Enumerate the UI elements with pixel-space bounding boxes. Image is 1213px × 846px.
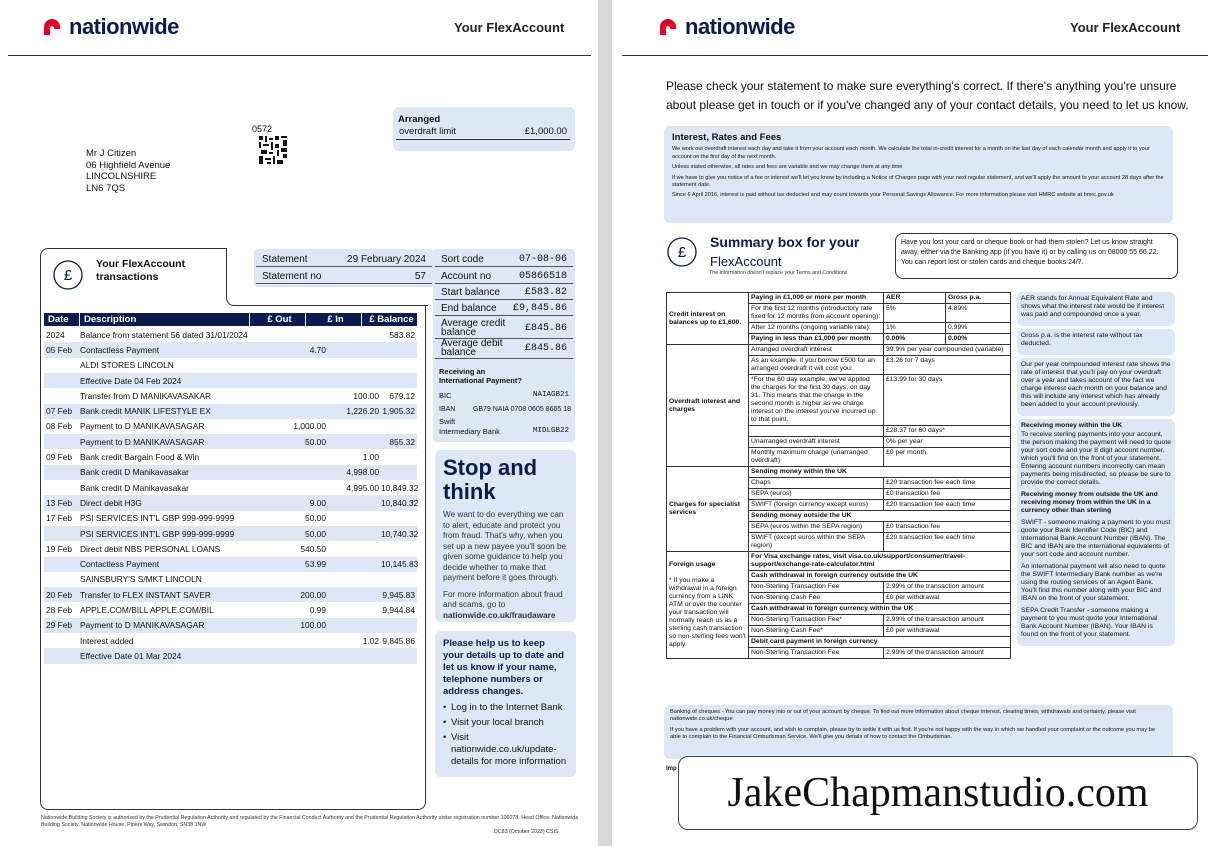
receiving-money-note (1017, 419, 1175, 646)
table-cell: SWIFT (except euros within the SEPA region) (749, 533, 884, 552)
table-row (44, 495, 417, 510)
table-cell: Bank credit Bargain Food & Win (80, 452, 200, 463)
table-cell: 2.99% of the transaction amount (884, 648, 1011, 659)
account-row (435, 302, 573, 316)
arranged-title: Arranged (398, 114, 441, 125)
table-row (44, 633, 417, 648)
table-cell: 0.99 (309, 605, 326, 616)
table-cell: 583.82 (389, 329, 415, 340)
table-cell: £20 transaction fee each time (884, 478, 1011, 489)
table-cell: PSI SERVICES INT'L GBP 999-999-9999 (80, 528, 235, 539)
account-label: Start balance (441, 287, 500, 298)
table-cell: £20 transaction fee each time (884, 500, 1011, 511)
nationwide-logo (42, 14, 179, 40)
table-subheader: Sending money outside the UK (749, 511, 1011, 522)
table-cell: 4,995.00 (346, 482, 379, 493)
statement-page-1 (0, 0, 598, 846)
nationwide-logo-icon (42, 17, 64, 37)
bic-value: NAIAGB21 (532, 391, 569, 399)
table-row (44, 541, 417, 556)
header-divider (622, 55, 1208, 56)
table-cell: 53.99 (305, 559, 326, 570)
summary-table (666, 292, 1011, 659)
table-cell: Contactless Payment (80, 344, 160, 355)
table-row (44, 587, 417, 602)
table-cell: Bank credit MANIK LIFESTYLE EX (80, 406, 211, 417)
side-text: To receive sterling payments into your account, the person making the payment will need to quote your sort code and your 8 digit account number, which you'll find on the front of your statement. Entering account numbers incorrectly can mean payments being misdirected, so please be sure to provide the correct details. (1021, 431, 1172, 486)
account-value: 05866518 (518, 271, 567, 282)
iban-label: IBAN (439, 406, 456, 413)
table-cell: Transfer from D MANIKAVASAKAR (80, 390, 212, 401)
address-line: LINCOLNSHIRE (86, 171, 157, 182)
lost-card-box: Have you lost your card or cheque book or had them stolen? Let us know straight away, either via the Banking app (if you have it) or by calling us on 08000 55 66 22. You can report lost or stolen cards and cheque books 24/7. (895, 233, 1178, 279)
table-subheader: Debit card payment in foreign currency (749, 637, 1011, 648)
table-cell: £0 per withdrawal (884, 626, 1011, 637)
table-cell: PSI SERVICES INT'L GBP 999-999-9999 (80, 513, 235, 524)
stop-more (443, 590, 568, 622)
bic-row (439, 391, 569, 400)
table-cell: £0 per withdrawal (884, 593, 1011, 604)
table-cell: 0% per year (884, 437, 1011, 448)
statement-no-label: Statement no (262, 271, 322, 282)
table-cell: 10,145.83 (381, 559, 419, 570)
brand-name: nationwide (69, 14, 179, 39)
complaints-text: If you have a problem with your account, and wish to complain, please try to settle it with us first. If you're not happy with the way in which we handled your complaint or the outcome you may be able to complain to the Financial Ombudsman Service. We'll give you details of how to contact the Ombudsman. (670, 727, 1156, 740)
account-label: Sort code (441, 254, 484, 265)
pound-icon (666, 236, 698, 268)
table-cell: 07 Feb (46, 406, 73, 417)
table-subheader: For Visa exchange rates, visit visa.co.uk/support/consumer/travel-support/exchange-rate-calculator.html (749, 552, 1011, 571)
section-label (667, 552, 749, 659)
mail-code: 0572 (252, 124, 273, 134)
aer-note (1017, 292, 1175, 326)
section-label: Charges for specialist services (667, 467, 749, 552)
col-header: £ Out (250, 313, 306, 326)
table-cell: Contactless Payment (80, 559, 160, 570)
help-item: • Log in to the Internet Bank (443, 702, 568, 714)
table-cell: Arranged overdraft interest (749, 345, 884, 356)
table-cell: 09 Feb (46, 452, 73, 463)
table-cell: Bank credit D Manikavasakar (80, 482, 189, 493)
table-cell: Transfer to FLEX INSTANT SAVER (80, 589, 211, 600)
table-cell: £0 per month (884, 448, 1011, 467)
pound-icon (52, 259, 84, 291)
table-cell: 2.99% of the transaction amount (884, 615, 1011, 626)
table-cell: 0.00% (946, 334, 1011, 345)
recipient-address (86, 148, 170, 194)
account-value: £845.86 (524, 342, 567, 354)
table-cell: 1,905.32 (382, 406, 415, 417)
table-cell: £3.26 for 7 days (884, 356, 1011, 375)
table-cell: £0 transaction fee (884, 522, 1011, 533)
table-row (44, 557, 417, 572)
table-cell: SWIFT (foreign currency except euros) (749, 500, 884, 511)
table-row (667, 467, 1011, 478)
account-row (435, 253, 573, 267)
table-subheader: Sending money within the UK (749, 467, 1011, 478)
address-line: Mr J Citizen (86, 148, 137, 159)
table-cell: Non-Sterling Transaction Fee (749, 648, 884, 659)
gross-note (1017, 329, 1175, 355)
account-value: 07-08-06 (518, 254, 567, 265)
col-header: £ Balance (369, 314, 414, 325)
table-cell: £20 transaction fee each time (884, 533, 1011, 552)
account-label: End balance (441, 303, 497, 314)
table-cell: As an example, if you borrow £500 for an arranged overdraft it will cost you: (749, 356, 884, 375)
help-title: Please help us to keep your details up to date and let us know if your name, telephone numbers or address changes. (443, 638, 564, 697)
fx-note: * If you make a withdrawal in a foreign currency from a LINK ATM or over the counter your transaction will normally reach us as a sterling cash transaction so non-sterling fees won't apply. (669, 577, 746, 648)
table-row (667, 552, 1011, 571)
overdraft-limit-label: overdraft limit (399, 126, 457, 137)
table-row (44, 327, 417, 342)
table-cell: ALDI STORES LINCOLN (80, 360, 174, 371)
table-cell: 08 Feb (46, 421, 73, 432)
svg-text:£: £ (63, 267, 73, 284)
table-cell: AER (884, 293, 946, 304)
irf-title: Interest, Rates and Fees (672, 132, 782, 143)
table-cell: SEPA (euros) (749, 489, 884, 500)
table-cell: £0 transaction fee (884, 489, 1011, 500)
svg-text:£: £ (677, 244, 687, 261)
account-value: £845.86 (524, 322, 567, 334)
form-code: DC83 (October 2023) CSIS (494, 829, 559, 835)
table-cell: 50.00 (305, 513, 326, 524)
side-text: AER stands for Annual Equivalent Rate and shows what the interest rate would be if interest was paid and compounded once a year. (1021, 295, 1165, 318)
table-cell: Paying in £1,000 or more per month (749, 293, 884, 304)
transactions-title (96, 258, 185, 284)
table-cell: 13 Feb (46, 497, 73, 508)
table-cell: 10,849.32 (381, 482, 419, 493)
irf-line: We work out overdraft interest each day and take it from your account each month. We calculate the total in-credit interest for a month on the last day of each calendar month and apply it to your account on the first day of the next month. (672, 146, 1150, 160)
table-cell: 1% (884, 323, 946, 334)
table-cell: Direct debit NBS PERSONAL LOANS (80, 543, 221, 554)
table-cell: 855.32 (389, 436, 415, 447)
table-cell: SEPA (euros within the SEPA region) (749, 522, 884, 533)
table-cell: Balance from statement 56 dated 31/01/2024 (80, 329, 248, 340)
table-cell: Effective Date 01 Mar 2024 (80, 650, 182, 661)
table-cell: After 12 months (ongoing variable rate): (749, 323, 884, 334)
table-cell: 0.99% (946, 323, 1011, 334)
table-row (44, 572, 417, 587)
transactions-title-line1: Your FlexAccount (96, 258, 186, 270)
table-row (44, 526, 417, 541)
irf-line: If we have to give you notice of a fee or interest we'll let you know by including a Notice of Charges page with your next regular statement, and we'll apply the amount to your account 28 days after the statement date. (672, 174, 1164, 188)
col-header: Description (80, 313, 250, 326)
table-cell: Chaps (749, 478, 884, 489)
table-cell: 10,840.32 (381, 497, 419, 508)
table-row (667, 345, 1011, 356)
table-cell: Interest added (80, 635, 134, 646)
table-row (44, 342, 417, 357)
table-cell: 540.50 (300, 543, 326, 554)
table-row (44, 404, 417, 419)
table-cell: 20 Feb (46, 589, 73, 600)
statement-date-row (256, 253, 432, 267)
table-cell: 1.02 (362, 635, 379, 646)
table-row (44, 358, 417, 373)
table-cell: Payment to D MANIKAVASAGAR (80, 620, 205, 631)
stop-and-think-box (435, 450, 576, 622)
statement-no-value: 57 (414, 271, 426, 282)
col-header: £ In (306, 313, 362, 326)
legal-footer: Nationwide Building Society is authorised by the Prudential Regulation Authority and regulated by the Financial Conduct Authority and the Prudential Regulation Authority under registration number 106078. Head Office: Nationwide Building Society, Nationwide House, Pipers Way, Swindon, SN38 1NW (41, 815, 579, 828)
barcode-icon (259, 136, 287, 164)
table-cell: Direct debit H3G (80, 497, 142, 508)
fx-title: Foreign usage (669, 561, 716, 568)
table-cell: £28.37 for 60 days* (884, 426, 1011, 437)
arranged-overdraft-box (393, 107, 575, 151)
table-cell: 05 Feb (46, 344, 73, 355)
bic-label: BIC (439, 391, 452, 400)
table-cell: 10,740.32 (381, 528, 419, 539)
intermediary-row (439, 427, 569, 436)
header-divider (8, 55, 591, 56)
table-cell: Effective Date 04 Feb 2024 (80, 375, 182, 386)
table-cell: £13.99 for 30 days (884, 375, 1011, 426)
table-cell: 9,845.86 (382, 635, 415, 646)
side-notes (1017, 292, 1175, 646)
table-row (44, 449, 417, 464)
table-row (44, 602, 417, 617)
table-cell: 9.00 (309, 497, 326, 508)
table-row (44, 388, 417, 403)
table-cell: Monthly maximum charge (unarranged overdraft) (749, 448, 884, 467)
statement-date: 29 February 2024 (347, 254, 426, 265)
table-cell: 1,000.00 (293, 421, 326, 432)
account-row (435, 270, 573, 284)
table-cell: 29 Feb (46, 620, 73, 631)
side-text: Our per year compounded interest rate shows the rate of interest that you'll pay on your overdraft over a year and takes account of the fact we charge interest each month on your balance and this will include any interest which has already been added to your account previously. (1021, 361, 1171, 408)
account-row (435, 318, 573, 339)
iban-row (439, 406, 571, 413)
account-label: Average credit balance (441, 318, 506, 338)
statement-page-2 (612, 0, 1213, 846)
table-cell: 1,226.20 (346, 406, 379, 417)
table-cell: 2024 (46, 329, 65, 340)
nationwide-logo-icon (658, 17, 680, 37)
table-cell: 2.99% of the transaction amount (884, 582, 1011, 593)
table-cell: 4.89% (946, 304, 1011, 323)
table-cell: Gross p.a. (946, 293, 1011, 304)
iban-value: GB79 NAIA 0708 0605 8665 18 (472, 406, 571, 413)
account-row (435, 338, 573, 359)
table-cell: 4,998.00 (346, 467, 379, 478)
cheques-text: Banking of cheques - You can pay money into or out of your account by cheque. To find out more information about cheque interest, clearing times, withdrawals and certainty, please visit nationwide.co.uk/cheque (670, 709, 1136, 722)
table-cell: Unarranged overdraft interest (749, 437, 884, 448)
swift-label: Swift (439, 417, 456, 426)
help-item: • Visit your local branch (443, 717, 568, 729)
nationwide-logo (658, 14, 795, 40)
table-subheader: Cash withdrawal in foreign currency outside the UK (749, 571, 1011, 582)
header-title: Your FlexAccount (1070, 20, 1181, 35)
stop-more-text: For more information about fraud and scams, go to (443, 589, 563, 609)
transactions-title-line2: transactions (96, 271, 159, 283)
table-cell: 9,944.84 (382, 605, 415, 616)
compounded-note (1017, 358, 1175, 416)
side-heading: Receiving money from outside the UK and receiving money from within the UK in a currency other than sterling (1021, 491, 1158, 514)
table-cell: Non-Sterling Transaction Fee* (749, 615, 884, 626)
table-cell: 28 Feb (46, 605, 73, 616)
table-row (44, 373, 417, 388)
account-label: Average debit balance (441, 338, 503, 358)
summary-subtitle: FlexAccount (710, 254, 782, 269)
table-cell: 679.12 (389, 390, 415, 401)
table-cell: For the first 12 months (introductory rate fixed for 12 months from account opening): (749, 304, 884, 323)
fraudaware-link[interactable]: nationwide.co.uk/fraudaware (443, 610, 556, 620)
table-row (44, 618, 417, 633)
table-row (44, 648, 417, 663)
table-row (44, 511, 417, 526)
side-heading: Receiving money within the UK (1021, 422, 1123, 429)
intermediary-value: MIDLGB22 (532, 427, 569, 435)
table-cell (749, 426, 884, 437)
table-cell: 4.70 (309, 344, 326, 355)
brand-name: nationwide (685, 14, 795, 39)
irf-line: Unless stated otherwise, all rates and fees are variable and we may change them at any time (672, 164, 903, 170)
table-cell: 1.00 (362, 452, 379, 463)
table-cell: 9,945.83 (382, 589, 415, 600)
table-row (667, 293, 1011, 304)
table-row (44, 419, 417, 434)
table-row (44, 480, 417, 495)
account-value: £9,845.86 (512, 303, 567, 314)
side-text: An international payment will also need to quote the SWIFT Intermediary Bank number as we're using the routing services of an Agent Bank. You'll find this number along with your BIC and IBAN on the front of your statement. (1021, 563, 1166, 602)
address-line: LN6 7QS (86, 182, 126, 194)
table-cell: Payment to D MANIKAVASAGAR (80, 421, 205, 432)
col-header: Date (44, 313, 80, 326)
help-item: • Visit nationwide.co.uk/update-details for more information (443, 732, 568, 768)
table-subheader: Cash withdrawal in foreign currency within the UK (749, 604, 1011, 615)
section-label: Credit interest on balances up to £1,600. (667, 293, 749, 345)
side-text: Gross p.a. is the interest rate without tax deducted. (1021, 332, 1143, 347)
account-row (435, 286, 573, 300)
cheques-box (664, 705, 1173, 759)
important-heading: Imp (666, 766, 677, 772)
table-cell: *For the 60 day example, we've applied the charges for the first 30 days, on day 31. This means that the charge in the second month is higher as we charge interest on the interest you've incurred up to that point. (749, 375, 884, 426)
table-row (44, 465, 417, 480)
table-cell: Bank credit D Manikavasakar (80, 467, 189, 478)
statement-no-row (256, 270, 432, 284)
table-cell: 100.00 (300, 620, 326, 631)
update-details-box (435, 631, 576, 777)
table-cell: APPLE.COM/BILL APPLE.COM/BIL (80, 605, 214, 616)
side-text: SEPA Credit Transfer - someone making a payment to you must quote your International Bank Account Number (IBAN). Your IBAN is found on the front of your statement. (1021, 607, 1158, 638)
side-text: SWIFT - someone making a payment to you must quote your Bank Identifier Code (BIC) and International Bank Account Number (IBAN). The BIC and IBAN are the international equivalents of your sort code and account number. (1021, 519, 1171, 558)
table-cell: Non-Sterling Transaction Fee (749, 582, 884, 593)
intermediary-label: Intermediary Bank (439, 427, 500, 436)
table-cell: 5% (884, 304, 946, 323)
intl-title: Receiving an International Payment? (439, 367, 522, 385)
watermark-banner: JakeChapmanstudio.com (678, 756, 1198, 830)
interest-rates-fees-box (664, 126, 1173, 223)
table-cell: Non-Sterling Cash Fee (749, 593, 884, 604)
table-cell: 39.9% per year compounded (variable) (884, 345, 1011, 356)
stop-body: We want to do everything we can to alert, educate and protect you from fraud. That's why, when you set up a new payee you'll soon be given some guidance to help you decide whether to make that payment before it goes through. (443, 510, 567, 582)
table-cell: Paying in less than £1,000 per month (749, 334, 884, 345)
table-cell: Non-Sterling Cash Fee* (749, 626, 884, 637)
stop-title: Stop and think (443, 455, 538, 504)
transactions-header (44, 313, 417, 326)
header-title: Your FlexAccount (454, 20, 565, 35)
table-row (44, 434, 417, 449)
table-cell: 50.00 (305, 528, 326, 539)
address-line: 06 Highfield Avenue (86, 159, 171, 171)
table-cell: 19 Feb (46, 543, 73, 554)
statement-label: Statement (262, 254, 308, 265)
summary-note: The information doesn't replace your Terms and Conditions (709, 270, 848, 276)
overdraft-limit-row (396, 126, 570, 140)
overdraft-limit-value: £1,000.00 (524, 126, 567, 137)
table-cell: Payment to D MANIKAVASAGAR (80, 436, 205, 447)
table-cell: 17 Feb (46, 513, 73, 524)
summary-title: Summary box for your (710, 234, 860, 250)
intro-text: Please check your statement to make sure everything's correct. If there's anything you're unsure about please get in touch or if you've changed any of your contact details, you need to let us know. (666, 79, 1189, 112)
section-label: Overdraft interest and charges (667, 345, 749, 467)
account-label: Account no (441, 271, 492, 282)
table-cell: 100.00 (353, 390, 379, 401)
table-cell: 200.00 (300, 589, 326, 600)
table-cell: 50.00 (305, 436, 326, 447)
account-value: £583.82 (524, 287, 567, 298)
irf-line: Since 6 April 2016, interest is paid without tax deducted and may count towards your Personal Savings Allowance. For more information please visit HMRC website at hmrc.gov.uk (672, 191, 1114, 198)
table-cell: 0.00% (884, 334, 946, 345)
table-cell: SAINSBURY'S S/MKT LINCOLN (80, 574, 202, 585)
